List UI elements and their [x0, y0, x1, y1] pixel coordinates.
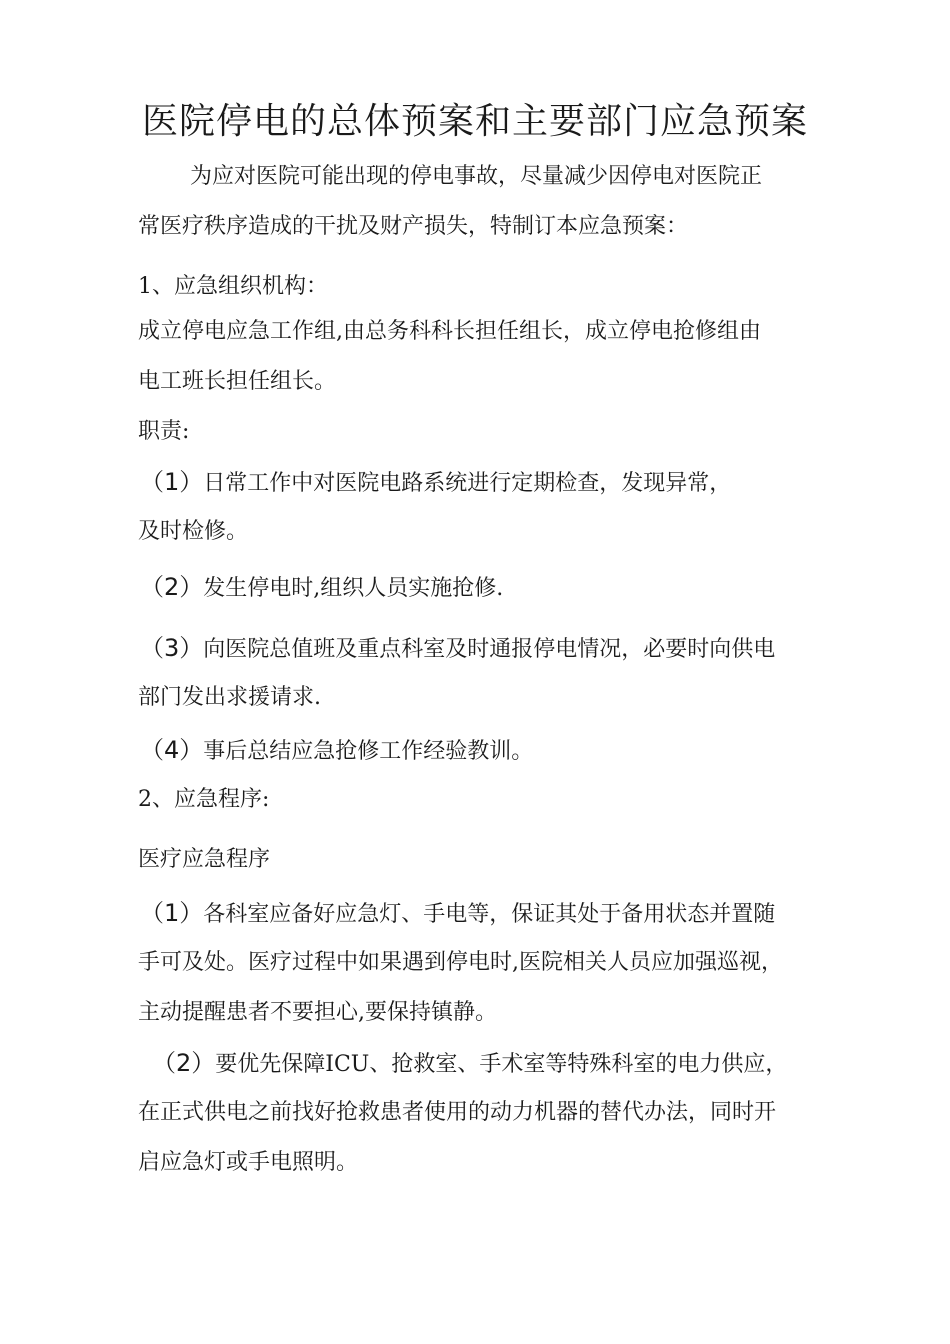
document-title: 医院停电的总体预案和主要部门应急预案	[141, 101, 808, 142]
duty-item-1-number: （1）	[140, 468, 204, 496]
duty-item-1-text: 日常工作中对医院电路系统进行定期检查，发现异常，	[203, 471, 732, 496]
duty-item-1	[140, 467, 731, 499]
section1-body-line-1: 成立停电应急工作组,由总务科科长担任组长，成立停电抢修组由	[138, 319, 761, 344]
procedure-item-1	[140, 898, 775, 930]
duty-item-4	[140, 735, 533, 767]
intro-line-1: 为应对医院可能出现的停电事故，尽量减少因停电对医院正	[190, 164, 763, 189]
procedure-item-2-line-2: 在正式供电之前找好抢救患者使用的动力机器的替代办法，同时开	[138, 1100, 777, 1125]
duty-item-3-number: （3）	[140, 634, 204, 662]
procedure-item-2-number: （2）	[152, 1049, 216, 1077]
duty-item-3-continuation: 部门发出求援请求.	[138, 685, 321, 710]
procedure-item-1-line-2: 手可及处。医疗过程中如果遇到停电时,医院相关人员应加强巡视，	[138, 950, 783, 975]
duty-item-4-number: （4）	[140, 736, 204, 764]
section1-body-line-2: 电工班长担任组长。	[138, 369, 337, 394]
duty-item-2	[140, 572, 503, 604]
duty-item-3	[140, 633, 775, 665]
procedure-item-1-text: 各科室应备好应急灯、手电等，保证其处于备用状态并置随	[203, 902, 776, 927]
procedure-item-1-line-3: 主动提醒患者不要担心,要保持镇静。	[138, 1000, 497, 1025]
section2-subheading: 医疗应急程序	[138, 847, 271, 872]
procedure-item-2-line-3: 启应急灯或手电照明。	[138, 1150, 359, 1175]
duty-item-1-continuation: 及时检修。	[138, 519, 249, 544]
duty-item-4-text: 事后总结应急抢修工作经验教训。	[203, 739, 534, 764]
section2-heading: 2、应急程序:	[138, 787, 270, 812]
duty-item-3-text: 向医院总值班及重点科室及时通报停电情况，必要时向供电	[203, 637, 776, 662]
duties-label: 职责:	[138, 419, 190, 444]
procedure-item-2	[152, 1048, 787, 1080]
duty-item-2-number: （2）	[140, 573, 204, 601]
section1-heading: 1、应急组织机构：	[138, 274, 328, 299]
procedure-item-1-number: （1）	[140, 899, 204, 927]
intro-line-2: 常医疗秩序造成的干扰及财产损失，特制订本应急预案：	[138, 214, 689, 239]
duty-item-2-text: 发生停电时,组织人员实施抢修.	[203, 576, 504, 601]
procedure-item-2-text: 要优先保障ICU、抢救室、手术室等特殊科室的电力供应，	[215, 1052, 788, 1077]
